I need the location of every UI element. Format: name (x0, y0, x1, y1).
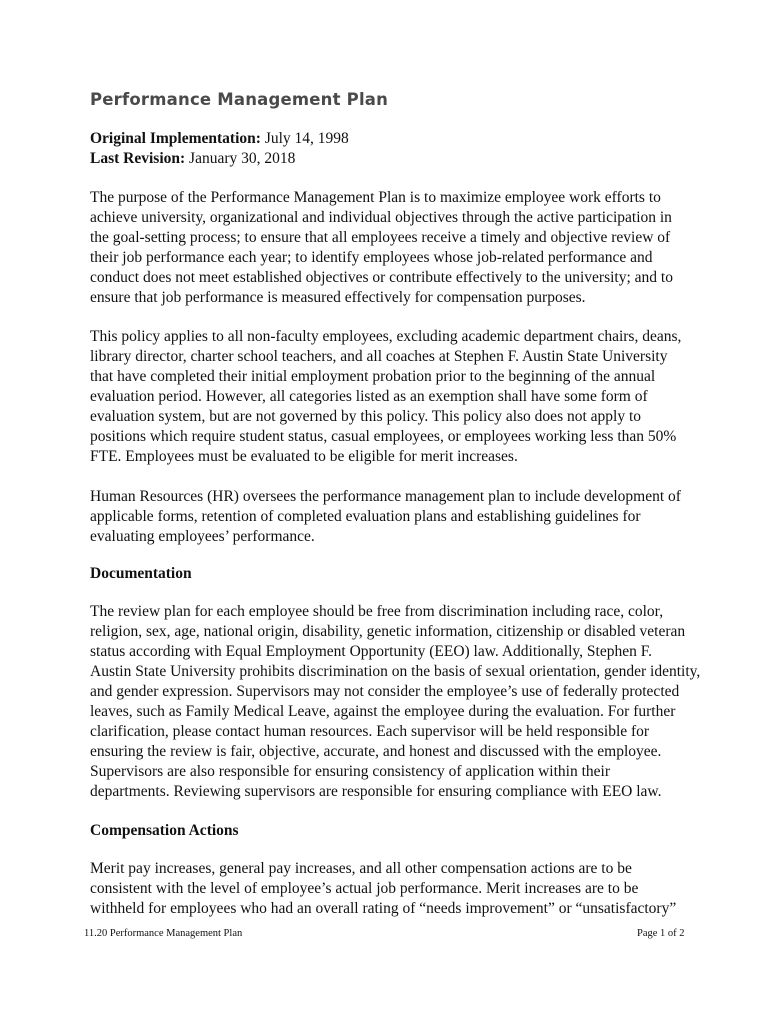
compensation-line: Merit pay increases, general pay increases, and all other compensation actions are to be (90, 860, 632, 877)
policy-line: evaluation system, but are not governed by this policy. This policy also does not apply to (90, 408, 642, 425)
compensation-line: consistent with the level of employee’s actual job performance. Merit increases are to be (90, 880, 639, 897)
policy-line: that have completed their initial employment probation prior to the beginning of the annual (90, 368, 656, 385)
documentation-line: Supervisors are also responsible for ensuring consistency of application within their (90, 763, 610, 780)
policy-line: FTE. Employees must be evaluated to be eligible for merit increases. (90, 448, 518, 465)
hr-line: Human Resources (HR) oversees the performance management plan to include development of (90, 488, 681, 505)
footer-page-number: Page 1 of 2 (637, 928, 685, 939)
intro-paragraph (90, 188, 690, 308)
last-revision-row (90, 149, 349, 169)
documentation-heading: Documentation (90, 565, 192, 582)
documentation-line: ensuring the review is fair, objective, accurate, and honest and discussed with the employee. (90, 743, 662, 760)
documentation-line: clarification, please contact human resources. Each supervisor will be held responsible for (90, 723, 650, 740)
compensation-line: withheld for employees who had an overall rating of “needs improvement” or “unsatisfactory” (90, 900, 677, 917)
documentation-line: leaves, such as Family Medical Leave, against the employee during the evaluation. For further (90, 703, 676, 720)
documentation-line: departments. Reviewing supervisors are responsible for ensuring compliance with EEO law. (90, 783, 662, 800)
intro-line: The purpose of the Performance Management Plan is to maximize employee work efforts to (90, 189, 661, 206)
compensation-paragraph (90, 859, 690, 919)
documentation-line: and gender expression. Supervisors may not consider the employee’s use of federally protected (90, 683, 680, 700)
original-implementation-row (90, 129, 349, 149)
intro-line: their job performance each year; to identify employees whose job-related performance and (90, 249, 653, 266)
documentation-line: The review plan for each employee should be free from discrimination including race, color, (90, 603, 664, 620)
hr-paragraph (90, 487, 690, 547)
original-implementation-value: July 14, 1998 (260, 130, 349, 147)
policy-line: This policy applies to all non-faculty employees, excluding academic department chairs, deans, (90, 328, 682, 345)
documentation-line: religion, sex, age, national origin, disability, genetic information, citizenship or disabled veteran (90, 623, 686, 640)
documentation-paragraph (90, 602, 701, 802)
original-implementation-label: Original Implementation: (90, 130, 261, 147)
policy-paragraph (90, 327, 690, 467)
hr-line: evaluating employees’ performance. (90, 528, 315, 545)
footer-document-name: 11.20 Performance Management Plan (84, 928, 243, 939)
intro-line: ensure that job performance is measured effectively for compensation purposes. (90, 289, 586, 306)
intro-line: achieve university, organizational and individual objectives through the active participation in (90, 209, 672, 226)
policy-line: library director, charter school teachers, and all coaches at Stephen F. Austin State University (90, 348, 668, 365)
intro-line: conduct does not meet established objectives or contribute effectively to the university; and to (90, 269, 673, 286)
hr-line: applicable forms, retention of completed evaluation plans and establishing guidelines for (90, 508, 641, 525)
last-revision-label: Last Revision: (90, 150, 186, 167)
last-revision-value: January 30, 2018 (185, 150, 296, 167)
document-meta (90, 129, 349, 169)
intro-line: the goal-setting process; to ensure that all employees receive a timely and objective review of (90, 229, 671, 246)
documentation-line: Austin State University prohibits discrimination on the basis of sexual orientation, gender identity, (90, 663, 701, 680)
compensation-heading: Compensation Actions (90, 822, 239, 839)
policy-line: evaluation period. However, all categories listed as an exemption shall have some form of (90, 388, 648, 405)
documentation-line: status according with Equal Employment Opportunity (EEO) law. Additionally, Stephen F. (90, 643, 652, 660)
policy-line: positions which require student status, casual employees, or employees working less than 50% (90, 428, 677, 445)
page-title: Performance Management Plan (90, 90, 389, 109)
